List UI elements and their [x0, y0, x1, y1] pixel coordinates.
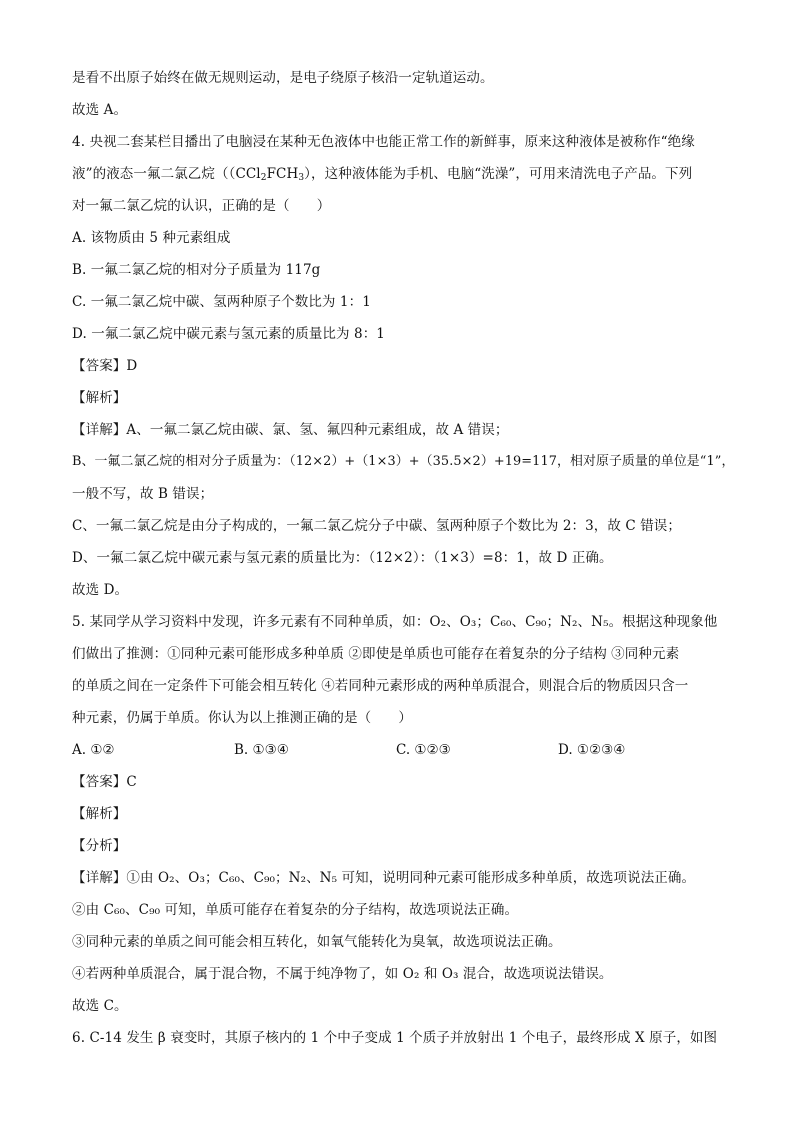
question-5-option-b: B. ①③④ [234, 742, 289, 758]
question-4-stem: 液”的液态一氟二氯乙烷（$(CCl_2FCH_3)$，这种液体能为手机、电脑“洗澡”，可用来清洗电子产品。下列 [72, 166, 693, 183]
question-6-stem: 6. C-14 发生 β 衰变时，其原子核内的 1 个中子变成 1 个质子并放射出 1 个电子，最终形成 X 原子，如图 [72, 1030, 718, 1046]
question-4-conclusion: 故选 D。 [72, 582, 129, 598]
question-5-analysis-subheading: 【分析】 [72, 838, 127, 854]
question-4-detail: B、一氟二氯乙烷的相对分子质量为：（12×2）+（1×3）+（35.5×2）+19=117，相对原子质量的单位是“1”， [72, 454, 735, 469]
question-4-detail: C、一氟二氯乙烷是由分子构成的，一氟二氯乙烷分子中碳、氢两种原子个数比为 2：3，故 C 错误； [72, 518, 682, 534]
question-5-detail: ③同种元素的单质之间可能会相互转化，如氧气能转化为臭氧，故选项说法正确。 [72, 934, 562, 950]
question-5-option-d: D. ①②③④ [558, 742, 626, 758]
question-5-stem: 的单质之间在一定条件下可能会相互转化 ④若同种元素形成的两种单质混合，则混合后的物质因只含一 [72, 678, 689, 694]
question-4-detail: D、一氟二氯乙烷中碳元素与氢元素的质量比为：（12×2）：（1×3）=8：1，故 D 正确。 [72, 550, 613, 566]
question-4-answer: 【答案】D [72, 358, 138, 374]
question-4-analysis-heading: 【解析】 [72, 390, 127, 406]
question-4-stem: 4. 央视二套某栏目播出了电脑浸在某种无色液体中也能正常工作的新鲜事，原来这种液体是被称作“绝缘 [72, 134, 695, 150]
question-5-conclusion: 故选 C。 [72, 998, 128, 1014]
text-line: 故选 A。 [72, 102, 128, 118]
question-4-option-c: C. 一氟二氯乙烷中碳、氢两种原子个数比为 1：1 [72, 294, 371, 310]
question-5-detail: ④若两种单质混合，属于混合物，不属于纯净物了，如 O₂ 和 O₃ 混合，故选项说法错误。 [72, 966, 613, 982]
question-5-answer: 【答案】C [72, 774, 137, 790]
question-4-option-d: D. 一氟二氯乙烷中碳元素与氢元素的质量比为 8：1 [72, 326, 385, 342]
question-4-stem: 对一氟二氯乙烷的认识，正确的是（ ） [72, 198, 331, 214]
text-line: 是看不出原子始终在做无规则运动，是电子绕原子核沿一定轨道运动。 [72, 70, 494, 86]
question-5-detail: 【详解】①由 O₂、O₃；C₆₀、C₉₀；N₂、N₅ 可知，说明同种元素可能形成多种单质，故选项说法正确。 [72, 870, 696, 886]
question-5-option-a: A. ①② [72, 742, 115, 758]
question-4-detail: 一般不写，故 B 错误； [72, 486, 214, 502]
question-5-detail: ②由 C₆₀、C₉₀ 可知，单质可能存在着复杂的分子结构，故选项说法正确。 [72, 902, 519, 918]
question-5-option-c: C. ①②③ [396, 742, 451, 758]
question-5-stem: 们做出了推测：①同种元素可能形成多种单质 ②即使是单质也可能存在着复杂的分子结构 ③同种元素 [72, 646, 680, 662]
question-5-stem: 种元素，仍属于单质。你认为以上推测正确的是（ ） [72, 710, 412, 726]
question-4-detail: 【详解】A、一氟二氯乙烷由碳、氯、氢、氟四种元素组成，故 A 错误； [72, 422, 509, 438]
question-4-option-a: A. 该物质由 5 种元素组成 [72, 230, 231, 246]
question-5-analysis-heading: 【解析】 [72, 806, 127, 822]
question-5-stem: 5. 某同学从学习资料中发现，许多元素有不同种单质，如：O₂、O₃；C₆₀、C₉₀；N₂、N₅。根据这种现象他 [72, 614, 718, 630]
question-4-option-b: B. 一氟二氯乙烷的相对分子质量为 117g [72, 262, 321, 278]
